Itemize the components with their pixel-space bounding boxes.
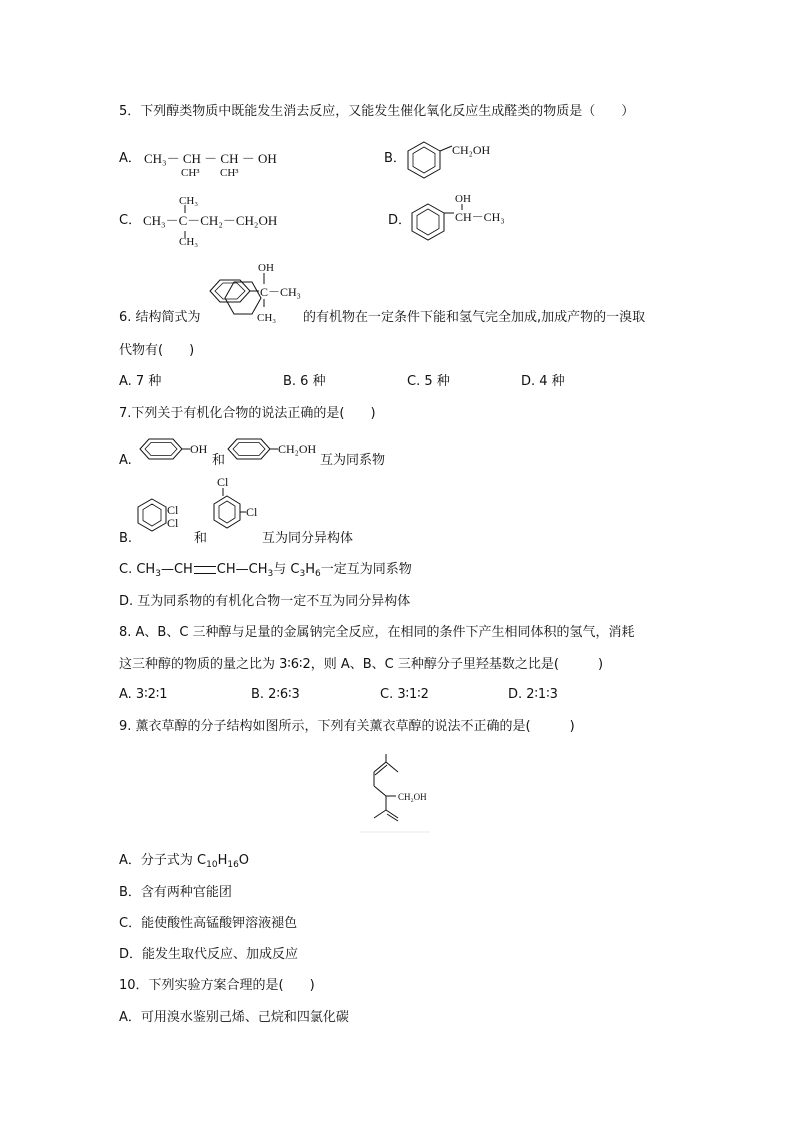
q5-option-c-top-methyl: CH₃ <box>179 195 199 207</box>
q9-option-b: B．含有两种官能团 <box>119 885 232 900</box>
q7-a-and: 和 <box>212 453 226 468</box>
q6-stem-suffix: 的有机物在一定条件下能和氢气完全加成,加成产物的一溴取 <box>303 310 646 325</box>
q5-option-d-structure <box>410 190 520 248</box>
q8-option-a: A. 3∶2∶1 <box>119 687 168 702</box>
q9-option-a <box>119 852 249 874</box>
q7-c-sub-4: 6 <box>314 569 321 579</box>
q7-b-and: 和 <box>194 531 208 546</box>
q7-option-a-label: A. <box>119 453 132 468</box>
q7-b-cl1-text: Cl <box>167 503 179 517</box>
q9-a-h: H <box>217 853 228 868</box>
q7-c-sub-2: 3 <box>267 569 274 579</box>
q7-b-cl2-text: Cl <box>167 516 179 530</box>
q5-b-group-text: CH₂OH <box>452 143 491 157</box>
q9-a-sub-h: 16 <box>227 860 239 870</box>
q9-a-prefix: A．分子式为 C <box>119 853 207 868</box>
q5-option-a-branch-2: CH³ <box>220 167 239 179</box>
q9-a-o: O <box>238 853 250 868</box>
q6-c-group-text: C－CH₃ <box>260 285 301 299</box>
q7-c-part-4: 与 C <box>273 562 300 577</box>
q7-stem: 7.下列关于有机化合物的说法正确的是( ) <box>119 406 376 421</box>
q7-c-sub-3: 3 <box>299 569 306 579</box>
q8-option-b: B. 2∶6∶3 <box>251 687 300 702</box>
q5-option-c-formula: CH₃－C－CH₂－CH₂OH <box>143 213 278 228</box>
q9-structure-label: CH₂OH <box>398 792 427 802</box>
q7-option-c <box>119 561 412 583</box>
q5-d-oh-text: OH <box>455 193 471 205</box>
q7-c-part-2: —CH <box>160 562 193 577</box>
q7-a-benzylalcohol-structure <box>226 435 326 465</box>
q9-lavandulol-structure <box>360 752 440 838</box>
q5-option-b-structure <box>406 138 496 184</box>
q8-option-c: C. 3∶1∶2 <box>380 687 429 702</box>
q7-c-part-3: CH—CH <box>216 562 268 577</box>
q5-option-c-bonds <box>180 205 190 245</box>
q6-ch3-label: CH₃ <box>257 312 277 324</box>
q7-option-d: D. 互为同系物的有机化合物一定不互为同分异构体 <box>119 594 411 609</box>
q7-option-b-text: 互为同分异构体 <box>262 531 354 546</box>
q6-option-d: D. 4 种 <box>521 374 565 389</box>
q7-c-sub-1: 3 <box>155 569 161 579</box>
q7-a-phenol-structure <box>138 435 218 465</box>
q5-option-c-label: C． <box>119 213 142 228</box>
q6-option-b: B. 6 种 <box>283 374 326 389</box>
q6-option-c: C. 5 种 <box>407 374 450 389</box>
q8-stem-line2: 这三种醇的物质的量之比为 3∶6∶2，则 A、B、C 三种醇分子里羟基数之比是( ) <box>119 657 604 672</box>
q5-d-group-text: CH－CH₃ <box>455 210 505 224</box>
q5-stem: 5．下列醇类物质中既能发生消去反应，又能发生催化氧化反应生成醛类的物质是（ ） <box>119 104 635 119</box>
q7-option-b-label: B. <box>119 531 133 546</box>
q7-c-part-6: 一定互为同系物 <box>320 562 412 577</box>
q5-option-a-label: A． <box>119 151 141 166</box>
q7-a-oh-text: OH <box>190 442 208 456</box>
q9-option-c: C．能使酸性高锰酸钾溶液褪色 <box>119 916 298 931</box>
q8-stem-line1: 8. A、B、C 三种醇与足量的金属钠完全反应，在相同的条件下产生相同体积的氢气，消耗 <box>119 625 635 640</box>
q10-stem: 10．下列实验方案合理的是( ) <box>119 978 315 993</box>
q9-a-sub-c: 10 <box>206 860 218 870</box>
q5-option-a-branch-1: CH³ <box>181 167 200 179</box>
q6-oh-text: OH <box>258 262 274 274</box>
q7-c-double-bond <box>194 566 216 574</box>
q5-option-c-bottom-methyl: CH₃ <box>179 236 199 248</box>
q10-option-a: A．可用溴水鉴别己烯、己烷和四氯化碳 <box>119 1010 349 1025</box>
q7-option-a-text: 互为同系物 <box>320 453 386 468</box>
q6-stem-prefix: 6. 结构简式为 <box>119 310 201 325</box>
q7-b-meta-dichlorobenzene <box>212 474 272 538</box>
q5-option-d-label: D． <box>388 213 412 228</box>
q7-b-cl4-text: Cl <box>246 505 258 519</box>
q5-option-b-label: B． <box>384 151 406 166</box>
q7-b-cl3-text: Cl <box>217 475 229 489</box>
q9-option-d: D．能发生取代反应、加成反应 <box>119 947 299 962</box>
q6-option-a: A. 7 种 <box>119 374 162 389</box>
q7-c-part-5: H <box>305 562 315 577</box>
q9-stem: 9. 薰衣草醇的分子结构如图所示，下列有关薰衣草醇的说法不正确的是( ) <box>119 719 575 734</box>
q5-option-a-formula: CH₃－ CH － CH － OH <box>144 151 277 166</box>
q6-stem-line2: 代物有( ) <box>119 343 195 358</box>
q8-option-d: D. 2∶1∶3 <box>508 687 558 702</box>
q7-c-part-1: C. CH <box>119 562 156 577</box>
q7-b-ortho-dichlorobenzene <box>136 496 196 540</box>
q7-a-ch2oh-text: CH₂OH <box>278 442 317 456</box>
